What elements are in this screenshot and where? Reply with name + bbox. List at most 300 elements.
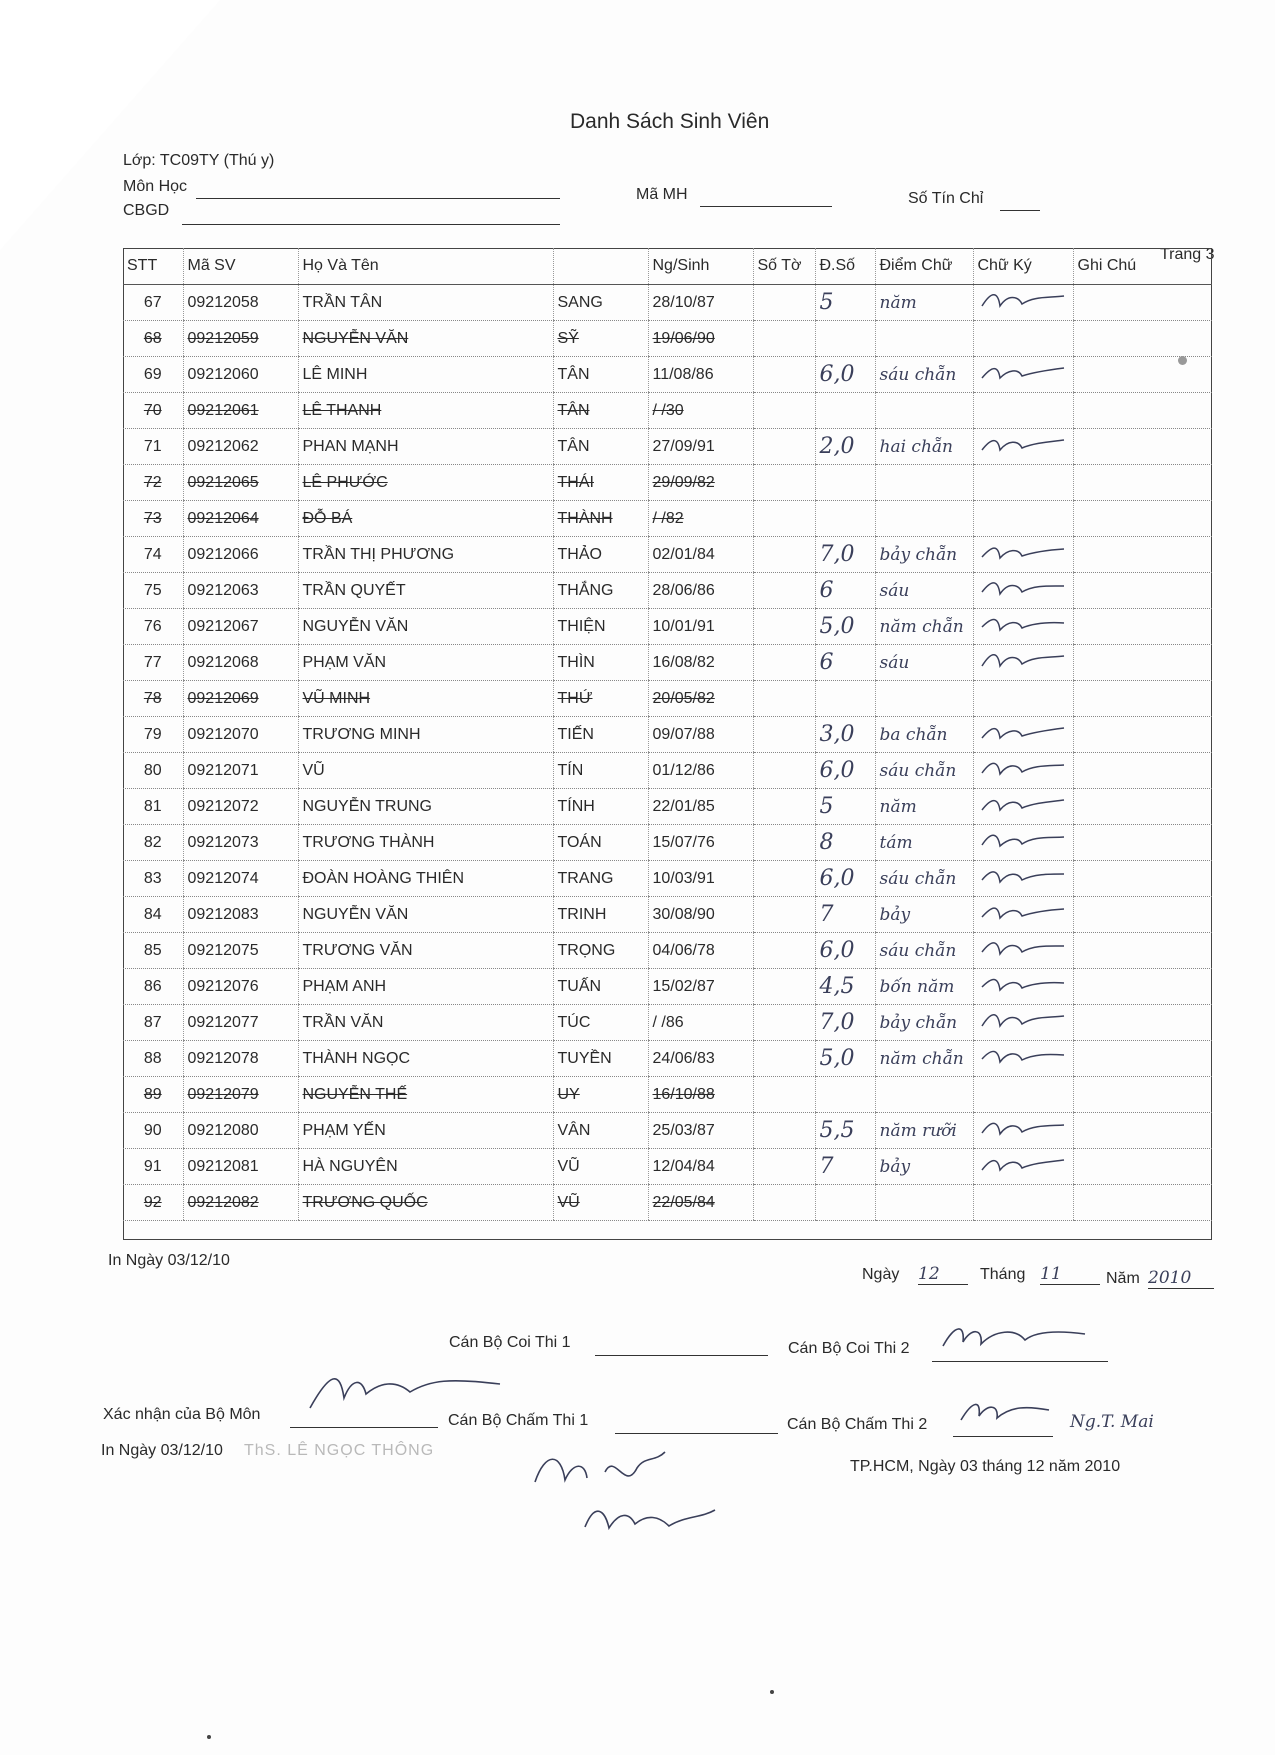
row-dob: 11/08/86 [648, 357, 753, 393]
row-dob: 04/06/78 [648, 933, 753, 969]
row-dob: 22/01/85 [648, 789, 753, 825]
row-student-id: 09212071 [183, 753, 298, 789]
row-first-name: TRANG [553, 861, 648, 897]
row-first-name: TIẾN [553, 717, 648, 753]
scan-speck [1178, 356, 1187, 365]
date-day: 12 [918, 1264, 968, 1285]
row-score: 5,0 [815, 609, 875, 645]
row-stt: 72 [123, 465, 183, 501]
row-sheets [753, 789, 815, 825]
row-student-id: 09212083 [183, 897, 298, 933]
row-stt: 67 [123, 285, 183, 321]
date-day-label: Ngày [862, 1266, 900, 1283]
row-sheets [753, 681, 815, 717]
city-date: TP.HCM, Ngày 03 tháng 12 năm 2010 [850, 1458, 1121, 1475]
col-note: Ghi Chú [1073, 248, 1212, 285]
row-last-name: TRẦN THỊ PHƯƠNG [298, 537, 553, 573]
row-sheets [753, 1113, 815, 1149]
table-row [123, 1041, 1212, 1077]
row-stt: 69 [123, 357, 183, 393]
page-title: Danh Sách Sinh Viên [570, 110, 770, 133]
row-score-words: sáu [875, 573, 973, 609]
class-label: Lớp: TC09TY (Thú y) [123, 152, 275, 169]
row-last-name: ĐOÀN HOÀNG THIÊN [298, 861, 553, 897]
row-signature [973, 357, 1073, 393]
credits-field [1000, 192, 1040, 211]
row-last-name: NGUYỄN VĂN [298, 897, 553, 933]
row-stt: 77 [123, 645, 183, 681]
col-score: Đ.Số [815, 248, 875, 285]
grader2-signature [955, 1396, 1055, 1426]
row-score: 7,0 [815, 537, 875, 573]
student-signature [978, 792, 1068, 816]
student-signature [978, 936, 1068, 960]
scan-speck [770, 1690, 774, 1694]
row-signature [973, 681, 1073, 717]
student-signature [978, 576, 1068, 600]
row-signature [973, 1005, 1073, 1041]
row-score [815, 465, 875, 501]
row-score-words [875, 681, 973, 717]
row-score-words [875, 465, 973, 501]
table-row [123, 681, 1212, 717]
row-stt: 92 [123, 1185, 183, 1221]
row-note [1073, 573, 1212, 609]
table-row [123, 537, 1212, 573]
row-first-name: TUẤN [553, 969, 648, 1005]
row-signature [973, 789, 1073, 825]
row-signature [973, 573, 1073, 609]
row-signature [973, 753, 1073, 789]
row-first-name: SANG [553, 285, 648, 321]
row-last-name: LÊ PHƯỚC [298, 465, 553, 501]
row-note [1073, 861, 1212, 897]
row-stt: 74 [123, 537, 183, 573]
row-note [1073, 1005, 1212, 1041]
row-dob: 10/01/91 [648, 609, 753, 645]
date-month-label: Tháng [980, 1266, 1026, 1283]
student-signature [978, 1044, 1068, 1068]
row-stt: 86 [123, 969, 183, 1005]
row-sheets [753, 357, 815, 393]
row-dob: 30/08/90 [648, 897, 753, 933]
row-signature [973, 861, 1073, 897]
table-row [123, 825, 1212, 861]
row-signature [973, 897, 1073, 933]
row-score: 5 [815, 285, 875, 321]
row-sheets [753, 429, 815, 465]
row-stt: 87 [123, 1005, 183, 1041]
table-row [123, 645, 1212, 681]
row-last-name: TRƯƠNG QUỐC [298, 1185, 553, 1221]
row-note [1073, 933, 1212, 969]
table-row [123, 897, 1212, 933]
row-score [815, 681, 875, 717]
row-sheets [753, 1149, 815, 1185]
row-last-name: TRƯƠNG MINH [298, 717, 553, 753]
page-number: Trang 3 [1160, 246, 1215, 263]
row-score-words: sáu chẵn [875, 357, 973, 393]
row-score-words: bảy chẵn [875, 537, 973, 573]
row-score: 6 [815, 645, 875, 681]
dept-confirm-label: Xác nhận của Bộ Môn [103, 1406, 261, 1423]
row-score-words: năm chẵn [875, 1041, 973, 1077]
table-row [123, 1149, 1212, 1185]
row-first-name: THIỆN [553, 609, 648, 645]
row-stt: 78 [123, 681, 183, 717]
row-score: 3,0 [815, 717, 875, 753]
row-score-words: bảy chẵn [875, 1005, 973, 1041]
row-sheets [753, 321, 815, 357]
proctor2-label: Cán Bộ Coi Thi 2 [788, 1340, 910, 1357]
table-row [123, 717, 1212, 753]
row-first-name: THÌN [553, 645, 648, 681]
row-score-words: năm rưỡi [875, 1113, 973, 1149]
date-month: 11 [1040, 1264, 1100, 1285]
row-last-name: TRẦN VĂN [298, 1005, 553, 1041]
row-dob: 29/09/82 [648, 465, 753, 501]
row-signature [973, 933, 1073, 969]
col-first [553, 248, 648, 285]
row-student-id: 09212058 [183, 285, 298, 321]
row-first-name: TRINH [553, 897, 648, 933]
row-sheets [753, 825, 815, 861]
row-first-name: TÂN [553, 393, 648, 429]
row-score: 2,0 [815, 429, 875, 465]
row-dob: 19/06/90 [648, 321, 753, 357]
row-student-id: 09212060 [183, 357, 298, 393]
row-first-name: VŨ [553, 1185, 648, 1221]
row-signature [973, 501, 1073, 537]
row-dob: 25/03/87 [648, 1113, 753, 1149]
row-first-name: TOÁN [553, 825, 648, 861]
row-last-name: VŨ [298, 753, 553, 789]
table-row [123, 321, 1212, 357]
row-first-name: VÂN [553, 1113, 648, 1149]
table-row [123, 969, 1212, 1005]
row-stt: 68 [123, 321, 183, 357]
col-signature: Chữ Ký [973, 248, 1073, 285]
row-score: 6,0 [815, 753, 875, 789]
row-note [1073, 969, 1212, 1005]
row-first-name: VŨ [553, 1149, 648, 1185]
student-signature [978, 288, 1068, 312]
row-signature [973, 609, 1073, 645]
lecturer-label: CBGD [123, 202, 170, 219]
row-dob: / /30 [648, 393, 753, 429]
row-score-words: tám [875, 825, 973, 861]
student-signature [978, 756, 1068, 780]
grader2-name: Ng.T. Mai [1070, 1412, 1154, 1432]
row-note [1073, 1077, 1212, 1113]
stamp-text: ThS. LÊ NGỌC THÔNG [244, 1442, 435, 1459]
row-note [1073, 789, 1212, 825]
row-student-id: 09212075 [183, 933, 298, 969]
grader1-signature [525, 1432, 745, 1552]
proctor1-label: Cán Bộ Coi Thi 1 [449, 1334, 571, 1351]
row-student-id: 09212064 [183, 501, 298, 537]
scan-speck [207, 1735, 211, 1739]
row-score [815, 321, 875, 357]
row-score-words: năm [875, 789, 973, 825]
row-signature [973, 321, 1073, 357]
row-sheets [753, 1077, 815, 1113]
row-first-name: THẢO [553, 537, 648, 573]
proctor1-line [595, 1337, 768, 1356]
row-note [1073, 537, 1212, 573]
print-date: In Ngày 03/12/10 [108, 1252, 230, 1269]
row-student-id: 09212074 [183, 861, 298, 897]
row-score: 8 [815, 825, 875, 861]
row-last-name: TRƯƠNG VĂN [298, 933, 553, 969]
row-sheets [753, 393, 815, 429]
row-dob: 20/05/82 [648, 681, 753, 717]
student-signature [978, 1008, 1068, 1032]
table-row [123, 933, 1212, 969]
row-student-id: 09212081 [183, 1149, 298, 1185]
row-student-id: 09212073 [183, 825, 298, 861]
row-signature [973, 465, 1073, 501]
table-row [123, 861, 1212, 897]
row-score-words: hai chẵn [875, 429, 973, 465]
row-signature [973, 1149, 1073, 1185]
row-score-words: ba chẵn [875, 717, 973, 753]
row-score-words [875, 321, 973, 357]
student-signature [978, 432, 1068, 456]
row-student-id: 09212067 [183, 609, 298, 645]
row-student-id: 09212070 [183, 717, 298, 753]
row-last-name: PHẠM VĂN [298, 645, 553, 681]
row-last-name: LÊ THANH [298, 393, 553, 429]
row-sheets [753, 1005, 815, 1041]
row-score-words: bảy [875, 1149, 973, 1185]
row-student-id: 09212063 [183, 573, 298, 609]
row-score-words: sáu [875, 645, 973, 681]
row-note [1073, 393, 1212, 429]
student-signature [978, 612, 1068, 636]
col-score-words: Điểm Chữ [875, 248, 973, 285]
table-row [123, 753, 1212, 789]
row-score: 7 [815, 897, 875, 933]
print-date-2: In Ngày 03/12/10 [101, 1442, 223, 1459]
row-score-words [875, 1077, 973, 1113]
row-student-id: 09212066 [183, 537, 298, 573]
col-sheets: Số Tờ [753, 248, 815, 285]
row-note [1073, 681, 1212, 717]
row-note [1073, 357, 1212, 393]
row-sheets [753, 465, 815, 501]
table-row [123, 393, 1212, 429]
student-signature [978, 540, 1068, 564]
row-sheets [753, 753, 815, 789]
student-signature [978, 828, 1068, 852]
row-note [1073, 645, 1212, 681]
row-student-id: 09212072 [183, 789, 298, 825]
row-sheets [753, 537, 815, 573]
row-last-name: TRẦN TÂN [298, 285, 553, 321]
row-student-id: 09212077 [183, 1005, 298, 1041]
row-stt: 70 [123, 393, 183, 429]
row-note [1073, 465, 1212, 501]
row-stt: 84 [123, 897, 183, 933]
row-score: 5 [815, 789, 875, 825]
row-sheets [753, 285, 815, 321]
row-score [815, 501, 875, 537]
row-last-name: NGUYỄN THẾ [298, 1077, 553, 1113]
row-first-name: TÂN [553, 357, 648, 393]
row-sheets [753, 1041, 815, 1077]
row-score: 7,0 [815, 1005, 875, 1041]
row-signature [973, 429, 1073, 465]
row-dob: 28/10/87 [648, 285, 753, 321]
row-last-name: PHẠM ANH [298, 969, 553, 1005]
row-stt: 75 [123, 573, 183, 609]
row-note [1073, 825, 1212, 861]
row-last-name: NGUYỄN VĂN [298, 609, 553, 645]
row-sheets [753, 933, 815, 969]
row-signature [973, 1113, 1073, 1149]
row-signature [973, 969, 1073, 1005]
row-sheets [753, 897, 815, 933]
row-dob: 28/06/86 [648, 573, 753, 609]
student-signature [978, 720, 1068, 744]
row-score-words: bảy [875, 897, 973, 933]
row-signature [973, 537, 1073, 573]
row-signature [973, 645, 1073, 681]
row-sheets [753, 861, 815, 897]
table-row [123, 357, 1212, 393]
row-sheets [753, 573, 815, 609]
row-stt: 90 [123, 1113, 183, 1149]
row-note [1073, 501, 1212, 537]
row-first-name: TÍN [553, 753, 648, 789]
row-last-name: THÀNH NGỌC [298, 1041, 553, 1077]
row-dob: 10/03/91 [648, 861, 753, 897]
row-sheets [753, 969, 815, 1005]
row-dob: 09/07/88 [648, 717, 753, 753]
row-stt: 79 [123, 717, 183, 753]
row-signature [973, 1077, 1073, 1113]
row-score: 7 [815, 1149, 875, 1185]
row-student-id: 09212059 [183, 321, 298, 357]
row-dob: 12/04/84 [648, 1149, 753, 1185]
row-last-name: LÊ MINH [298, 357, 553, 393]
row-student-id: 09212079 [183, 1077, 298, 1113]
row-first-name: THÀNH [553, 501, 648, 537]
row-note [1073, 1041, 1212, 1077]
row-last-name: PHAN MẠNH [298, 429, 553, 465]
table-row [123, 1077, 1212, 1113]
row-stt: 83 [123, 861, 183, 897]
row-score: 5,5 [815, 1113, 875, 1149]
student-signature [978, 1116, 1068, 1140]
row-stt: 91 [123, 1149, 183, 1185]
row-student-id: 09212061 [183, 393, 298, 429]
row-score: 6,0 [815, 933, 875, 969]
proctor2-signature [935, 1318, 1095, 1354]
row-sheets [753, 1185, 815, 1221]
row-note [1073, 717, 1212, 753]
row-sheets [753, 645, 815, 681]
row-signature [973, 285, 1073, 321]
row-score [815, 393, 875, 429]
row-note [1073, 285, 1212, 321]
row-last-name: NGUYỄN VĂN [298, 321, 553, 357]
student-signature [978, 900, 1068, 924]
row-score-words: sáu chẵn [875, 753, 973, 789]
row-signature [973, 1185, 1073, 1221]
row-score: 5,0 [815, 1041, 875, 1077]
row-first-name: THẮNG [553, 573, 648, 609]
row-dob: 27/09/91 [648, 429, 753, 465]
row-sheets [753, 717, 815, 753]
subject-label: Môn Học [123, 178, 188, 195]
row-first-name: TUYỀN [553, 1041, 648, 1077]
dept-signature [300, 1368, 510, 1416]
table-row [123, 501, 1212, 537]
row-note [1073, 1113, 1212, 1149]
row-note [1073, 429, 1212, 465]
row-score: 4,5 [815, 969, 875, 1005]
row-sheets [753, 609, 815, 645]
row-score-words [875, 1185, 973, 1221]
subject-field [196, 180, 560, 199]
table-header-row [123, 248, 1212, 285]
row-student-id: 09212069 [183, 681, 298, 717]
row-score: 6,0 [815, 357, 875, 393]
student-signature [978, 972, 1068, 996]
grader1-label: Cán Bộ Chấm Thi 1 [448, 1412, 589, 1429]
row-last-name: PHẠM YẾN [298, 1113, 553, 1149]
row-stt: 80 [123, 753, 183, 789]
row-score: 6,0 [815, 861, 875, 897]
table-body [123, 285, 1212, 1221]
row-stt: 89 [123, 1077, 183, 1113]
row-student-id: 09212078 [183, 1041, 298, 1077]
row-signature [973, 1041, 1073, 1077]
row-stt: 71 [123, 429, 183, 465]
student-signature [978, 1152, 1068, 1176]
row-dob: 24/06/83 [648, 1041, 753, 1077]
row-stt: 76 [123, 609, 183, 645]
table-row [123, 609, 1212, 645]
row-first-name: SỸ [553, 321, 648, 357]
grader2-label: Cán Bộ Chấm Thi 2 [787, 1416, 928, 1433]
table-row [123, 789, 1212, 825]
row-student-id: 09212082 [183, 1185, 298, 1221]
table-row [123, 429, 1212, 465]
row-note [1073, 1185, 1212, 1221]
col-name: Họ Và Tên [298, 248, 553, 285]
row-stt: 82 [123, 825, 183, 861]
row-stt: 81 [123, 789, 183, 825]
row-score-words: năm chẵn [875, 609, 973, 645]
row-note [1073, 321, 1212, 357]
row-student-id: 09212080 [183, 1113, 298, 1149]
table-row [123, 1185, 1212, 1221]
lecturer-field [182, 206, 560, 225]
row-score-words: bốn năm [875, 969, 973, 1005]
row-last-name: HÀ NGUYÊN [298, 1149, 553, 1185]
row-first-name: TÍNH [553, 789, 648, 825]
row-last-name: ĐỖ BÁ [298, 501, 553, 537]
subject-code-label: Mã MH [636, 186, 688, 203]
credits-label: Số Tín Chỉ [908, 190, 984, 207]
row-score-words [875, 501, 973, 537]
row-first-name: UY [553, 1077, 648, 1113]
row-first-name: THỨ [553, 681, 648, 717]
row-dob: 15/07/76 [648, 825, 753, 861]
